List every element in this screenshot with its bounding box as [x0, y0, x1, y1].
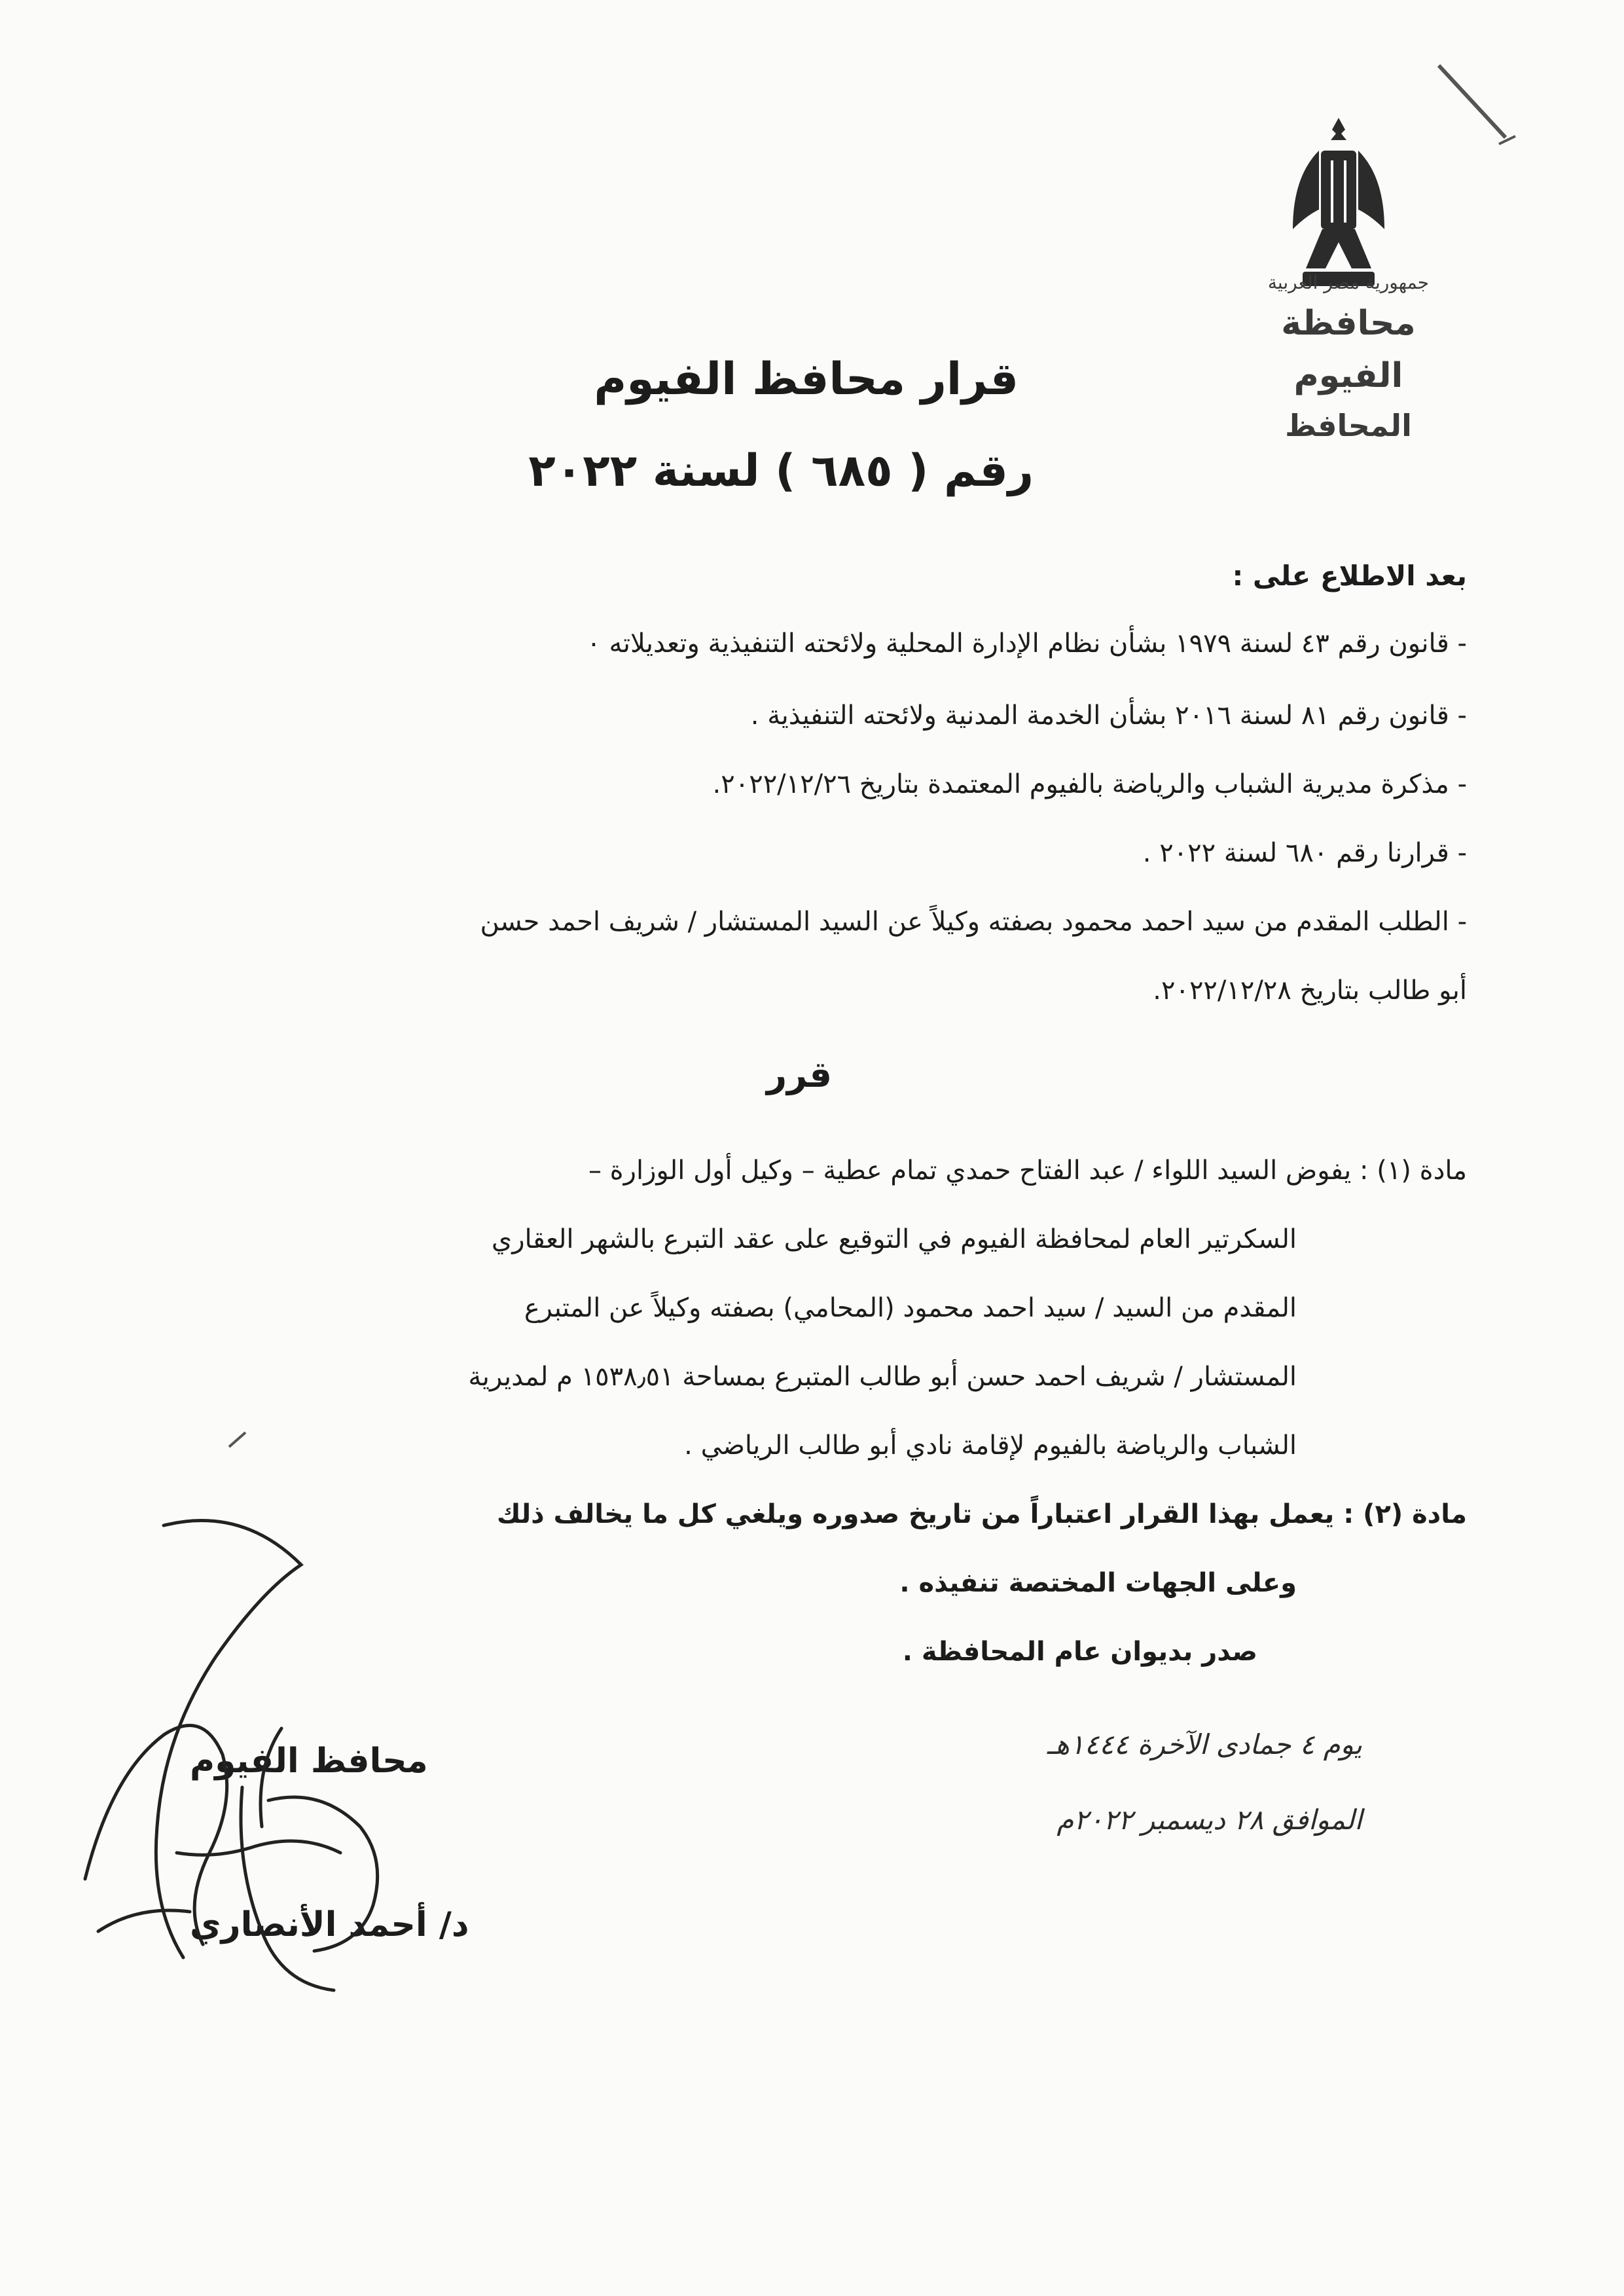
date-gregorian: الموافق ٢٨ ديسمبر ٢٠٢٢م — [1056, 1804, 1362, 1836]
reference-item: - قرارنا رقم ٦٨٠ لسنة ٢٠٢٢ . — [1142, 838, 1467, 868]
decree-number: رقم ( ٦٨٥ ) لسنة ٢٠٢٢ — [528, 445, 1034, 497]
reference-item: - مذكرة مديرية الشباب والرياضة بالفيوم المعتمدة بتاريخ ٢٠٢٢/١٢/٢٦. — [712, 769, 1467, 799]
reference-item-continued: أبو طالب بتاريخ ٢٠٢٢/١٢/٢٨. — [1153, 975, 1467, 1006]
reference-item: - قانون رقم ٨١ لسنة ٢٠١٦ بشأن الخدمة المدنية ولائحته التنفيذية . — [750, 701, 1467, 731]
scan-mark — [1434, 59, 1519, 151]
scan-mark — [226, 1427, 252, 1453]
date-hijri: يوم ٤ جمادى الآخرة ١٤٤٤هـ — [1047, 1728, 1362, 1760]
decree-title: قرار محافظ الفيوم — [594, 354, 1019, 405]
article1-line: الشباب والرياضة بالفيوم لإقامة نادي أبو طالب الرياضي . — [684, 1430, 1297, 1461]
handwritten-signature — [46, 1512, 543, 2023]
article1-line: مادة (١) : يفوض السيد اللواء / عبد الفتاح حمدي تمام عطية – وكيل أول الوزارة – — [588, 1156, 1467, 1186]
article1-line: المستشار / شريف احمد حسن أبو طالب المتبرع بمساحة ١٥٣٨٫٥١ م لمديرية — [468, 1362, 1297, 1392]
article2-line: مادة (٢) : يعمل بهذا القرار اعتباراً من تاريخ صدوره ويلغي كل ما يخالف ذلك — [496, 1499, 1467, 1529]
governorate-name: محافظة الفيوم — [1281, 304, 1416, 395]
decree-heading: قرر — [766, 1054, 832, 1095]
signatory-name: د/ أحمد الأنصاري — [190, 1905, 469, 1944]
republic-name: جمهورية مصر العربية — [1267, 272, 1430, 293]
signatory-title: محافظ الفيوم — [190, 1741, 428, 1781]
reference-item: - الطلب المقدم من سيد احمد محمود بصفته وكيلاً عن السيد المستشار / شريف احمد حسن — [480, 907, 1467, 937]
article1-line: السكرتير العام لمحافظة الفيوم في التوقيع على عقد التبرع بالشهر العقاري — [491, 1224, 1297, 1254]
reference-item: - قانون رقم ٤٣ لسنة ١٩٧٩ بشأن نظام الإدارة المحلية ولائحته التنفيذية وتعديلاته ٠ — [586, 629, 1467, 659]
article2-line: وعلى الجهات المختصة تنفيذه . — [899, 1568, 1297, 1598]
issued-statement: صدر بديوان عام المحافظة . — [902, 1637, 1257, 1667]
article1-line: المقدم من السيد / سيد احمد محمود (المحامي) بصفته وكيلاً عن المتبرع — [524, 1293, 1297, 1323]
office-name: المحافظ — [1285, 408, 1412, 443]
intro-heading: بعد الاطلاع على : — [1232, 560, 1467, 592]
letterhead-seal — [1244, 268, 1453, 443]
